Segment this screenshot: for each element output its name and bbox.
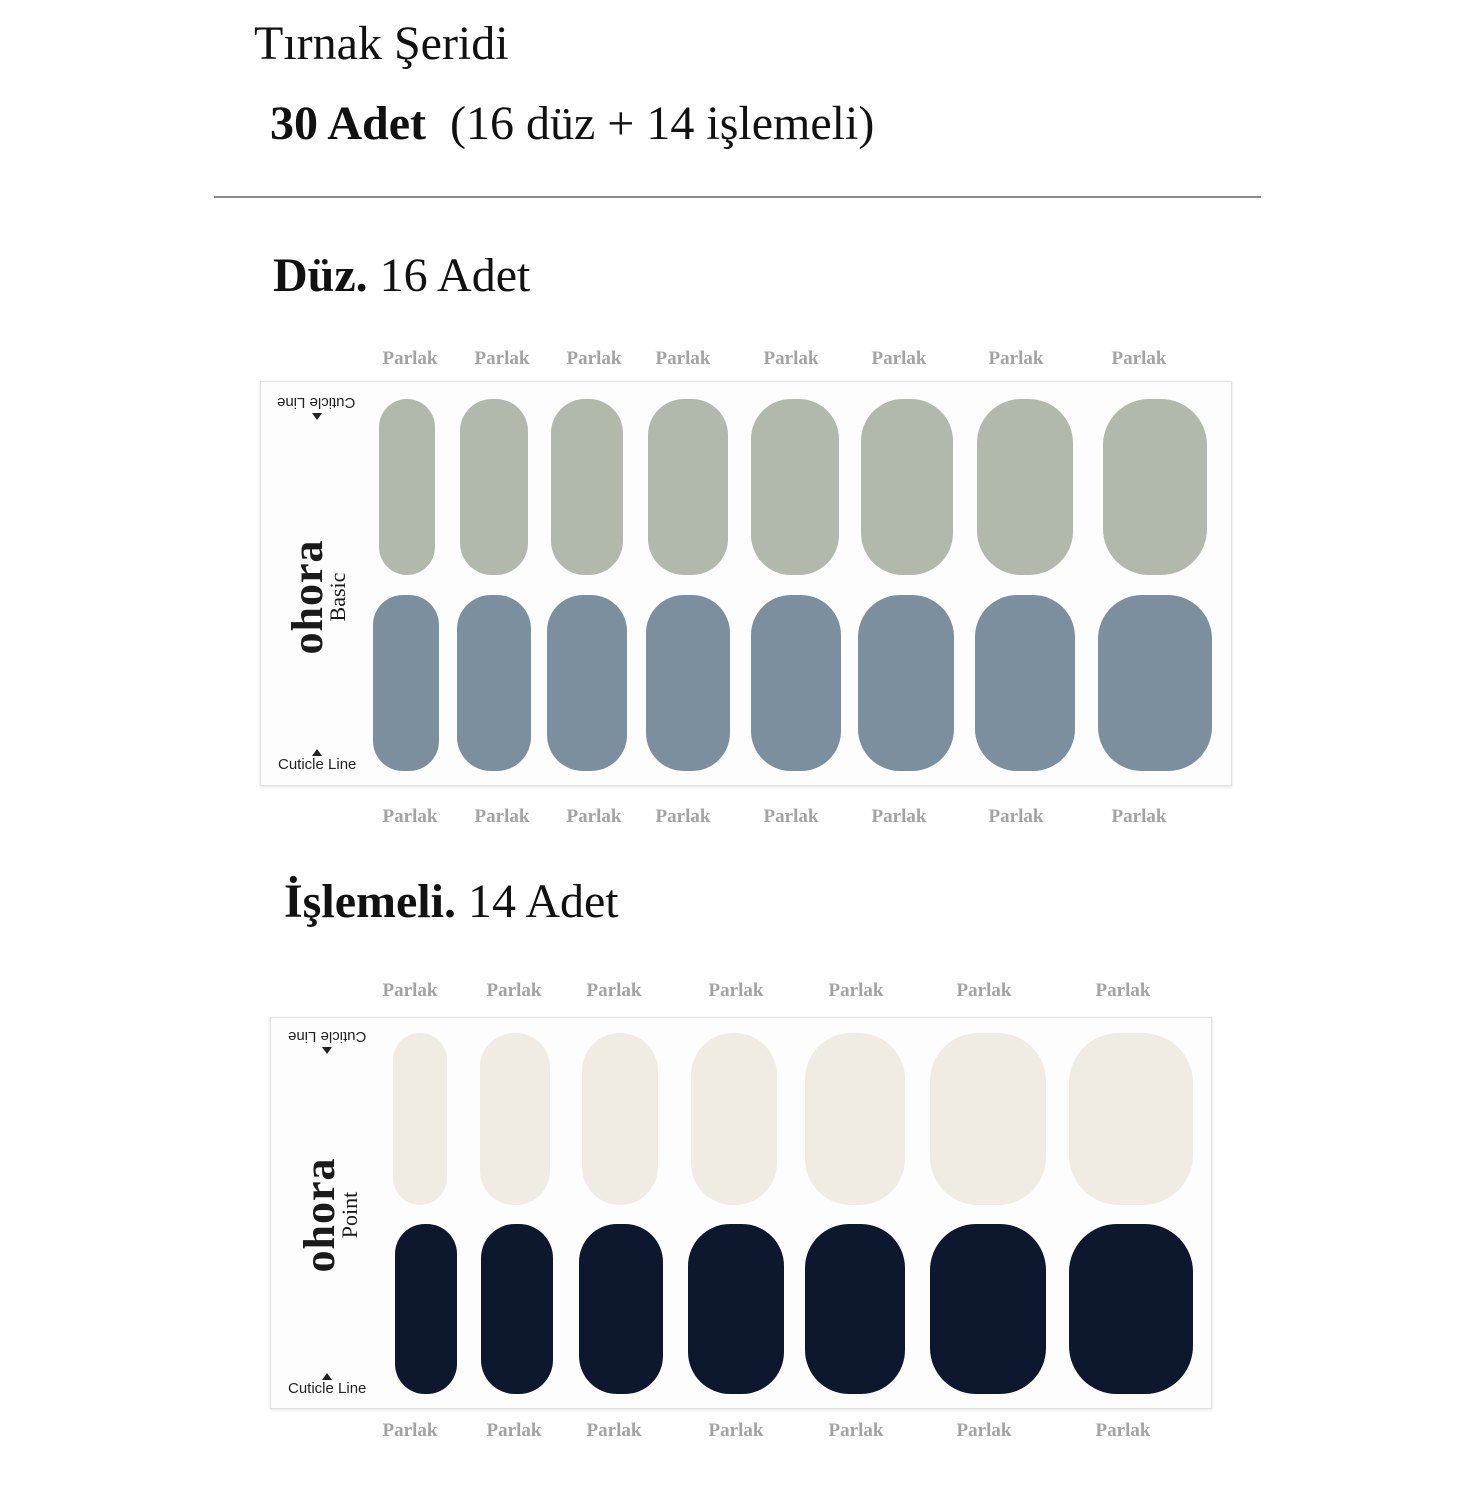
section-embellished-title: İşlemeli. — [284, 875, 456, 928]
finish-label-top: Parlak — [828, 980, 884, 1001]
finish-label-top: Parlak — [566, 348, 622, 369]
section-embellished-count: 14 Adet — [467, 875, 619, 928]
finish-label-top: Parlak — [763, 348, 819, 369]
finish-label-top: Parlak — [586, 980, 642, 1001]
section-plain-title: Düz. — [273, 249, 368, 302]
nail-sticker-top[interactable] — [379, 399, 435, 575]
finish-label-bottom: Parlak — [566, 806, 622, 827]
nail-sticker-top[interactable] — [930, 1033, 1046, 1205]
page-title: Tırnak Şeridi — [254, 17, 509, 70]
nail-sticker-bottom[interactable] — [1069, 1224, 1193, 1394]
nail-sticker-bottom[interactable] — [373, 595, 439, 771]
nail-sticker-bottom[interactable] — [975, 595, 1075, 771]
finish-label-bottom: Parlak — [1095, 1420, 1151, 1441]
nail-sheet-basic — [260, 381, 1232, 786]
section-plain-heading — [273, 248, 530, 304]
finish-label-bottom: Parlak — [474, 806, 530, 827]
finish-label-top: Parlak — [1095, 980, 1151, 1001]
finish-label-bottom: Parlak — [956, 1420, 1012, 1441]
cuticle-arrow-top-icon — [312, 413, 322, 420]
finish-label-bottom: Parlak — [828, 1420, 884, 1441]
finish-label-top: Parlak — [988, 348, 1044, 369]
nail-sticker-bottom[interactable] — [688, 1224, 784, 1394]
brand-line: Point — [337, 1191, 362, 1239]
finish-label-bottom: Parlak — [1111, 806, 1167, 827]
nail-sticker-bottom[interactable] — [457, 595, 531, 771]
nail-sticker-top[interactable] — [691, 1033, 777, 1205]
brand-logo — [282, 527, 352, 667]
finish-label-top: Parlak — [956, 980, 1012, 1001]
nail-sticker-top[interactable] — [1069, 1033, 1193, 1205]
finish-label-top: Parlak — [871, 348, 927, 369]
nail-sticker-bottom[interactable] — [858, 595, 954, 771]
finish-label-top: Parlak — [655, 348, 711, 369]
finish-label-top: Parlak — [1111, 348, 1167, 369]
finish-label-bottom: Parlak — [871, 806, 927, 827]
nail-sticker-bottom[interactable] — [481, 1224, 553, 1394]
nail-sticker-bottom[interactable] — [805, 1224, 905, 1394]
nail-sticker-top[interactable] — [751, 399, 839, 575]
brand-name: ohora — [283, 539, 332, 655]
section-plain-count: 16 Adet — [379, 249, 531, 302]
nail-sticker-bottom[interactable] — [395, 1224, 457, 1394]
finish-label-bottom: Parlak — [988, 806, 1044, 827]
total-count — [270, 96, 874, 152]
nail-sticker-top[interactable] — [648, 399, 728, 575]
cuticle-line-label-top: Cuticle Line — [288, 1028, 367, 1045]
cuticle-line-label-top: Cuticle Line — [277, 394, 356, 411]
nail-sticker-top[interactable] — [393, 1033, 447, 1205]
brand-name: ohora — [295, 1157, 344, 1273]
header-divider — [214, 196, 1261, 198]
nail-sticker-top[interactable] — [805, 1033, 905, 1205]
nail-sheet-point — [270, 1017, 1212, 1409]
cuticle-arrow-top-icon — [322, 1047, 332, 1054]
brand-logo — [294, 1145, 364, 1285]
finish-label-bottom: Parlak — [382, 1420, 438, 1441]
finish-label-bottom: Parlak — [586, 1420, 642, 1441]
finish-label-top: Parlak — [382, 348, 438, 369]
nail-sticker-bottom[interactable] — [579, 1224, 663, 1394]
nail-sticker-top[interactable] — [480, 1033, 550, 1205]
nail-sticker-bottom[interactable] — [547, 595, 627, 771]
cuticle-arrow-bottom-icon — [322, 1373, 332, 1380]
finish-label-bottom: Parlak — [486, 1420, 542, 1441]
brand-line: Basic — [325, 572, 350, 622]
nail-sticker-top[interactable] — [861, 399, 953, 575]
nail-sticker-top[interactable] — [551, 399, 623, 575]
total-count-bold: 30 Adet — [270, 97, 426, 150]
nail-sticker-top[interactable] — [1103, 399, 1207, 575]
total-count-detail: (16 düz + 14 işlemeli) — [450, 97, 875, 150]
nail-sticker-bottom[interactable] — [751, 595, 841, 771]
finish-label-top: Parlak — [382, 980, 438, 1001]
nail-sticker-top[interactable] — [582, 1033, 658, 1205]
cuticle-arrow-bottom-icon — [312, 749, 322, 756]
finish-label-bottom: Parlak — [708, 1420, 764, 1441]
section-embellished-heading — [284, 874, 619, 930]
finish-label-bottom: Parlak — [763, 806, 819, 827]
nail-sticker-bottom[interactable] — [1098, 595, 1212, 771]
finish-label-top: Parlak — [708, 980, 764, 1001]
nail-sticker-bottom[interactable] — [646, 595, 730, 771]
finish-label-bottom: Parlak — [655, 806, 711, 827]
nail-sticker-top[interactable] — [977, 399, 1073, 575]
finish-label-top: Parlak — [474, 348, 530, 369]
nail-sticker-bottom[interactable] — [930, 1224, 1046, 1394]
finish-label-top: Parlak — [486, 980, 542, 1001]
cuticle-line-label-bottom: Cuticle Line — [278, 756, 357, 773]
cuticle-line-label-bottom: Cuticle Line — [288, 1380, 367, 1397]
finish-label-bottom: Parlak — [382, 806, 438, 827]
nail-sticker-top[interactable] — [460, 399, 528, 575]
